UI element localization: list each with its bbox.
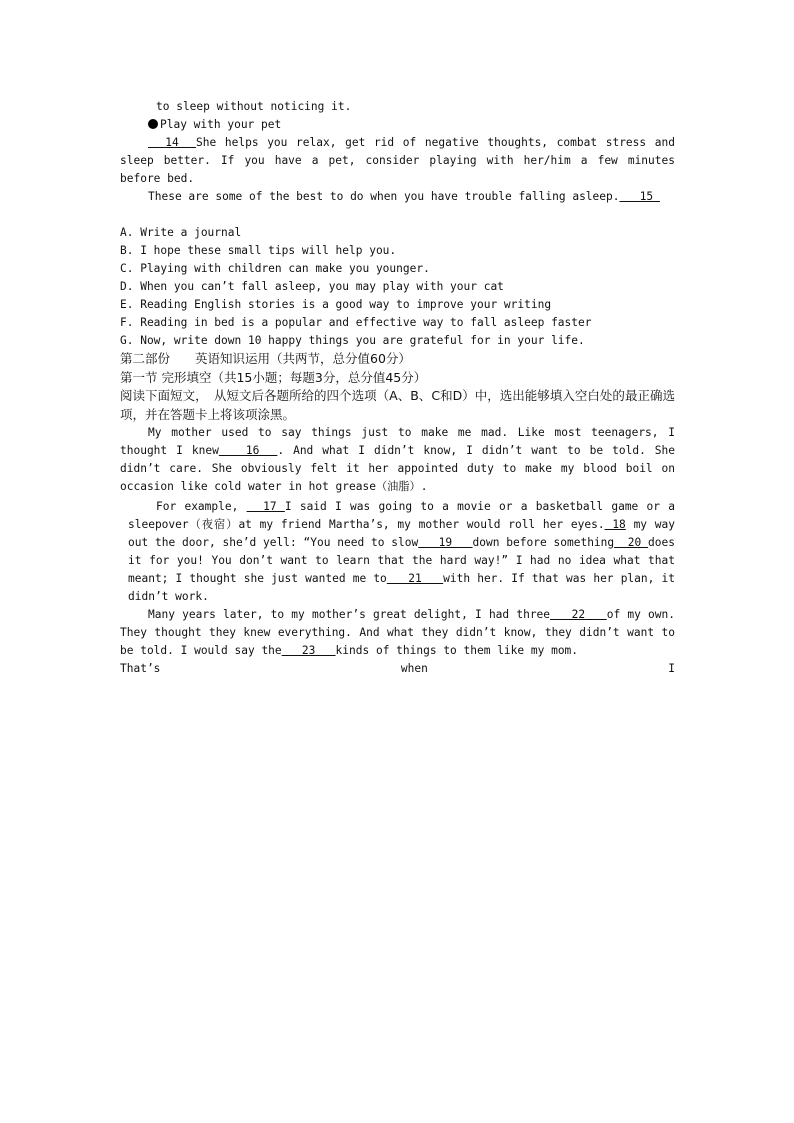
cloze-text: with her. If that was her plan, it didn’t work. bbox=[128, 572, 675, 603]
paragraph-14 bbox=[120, 134, 675, 188]
blank-17: 17 bbox=[246, 500, 285, 513]
cloze-text: does it for you! You don’t want to learn that the hard way!” I had no idea what that meant; I thought she just wanted me to bbox=[128, 536, 675, 585]
bullet-icon bbox=[148, 119, 158, 129]
blank-14: 14 bbox=[148, 136, 197, 149]
blank-22: 22 bbox=[550, 608, 607, 621]
blank-15: 15 bbox=[619, 190, 660, 203]
cloze-word: when bbox=[400, 662, 428, 675]
option-c: C. Playing with children can make you younger. bbox=[120, 262, 430, 275]
subheading-text: Play with your pet bbox=[160, 118, 282, 131]
reading-line-continued: to sleep without noticing it. bbox=[156, 100, 352, 113]
cloze-paragraph-1 bbox=[120, 424, 675, 496]
options-list bbox=[120, 224, 675, 350]
option-e: E. Reading English stories is a good way to improve your writing bbox=[120, 298, 552, 311]
paragraph-14-text: She helps you relax, get rid of negative thoughts, combat stress and sleep better. If you have a pet, consider playing with her/him a few minutes before bed. bbox=[120, 136, 675, 185]
spacer bbox=[120, 206, 675, 224]
cloze-text: I said I was going to a movie or a basketball game or a sleepover（夜宿）at my friend Martha’s, my mother would roll her eyes. bbox=[128, 500, 675, 531]
option-g: G. Now, write down 10 happy things you are grateful for in your life. bbox=[120, 334, 585, 347]
blank-23: 23 bbox=[281, 644, 336, 657]
cloze-text: my way out the door, she’d yell: “You need to slow bbox=[128, 518, 675, 549]
option-d: D. When you can’t fall asleep, you may play with your cat bbox=[120, 280, 504, 293]
blank-18: 18 bbox=[604, 518, 626, 531]
section-instructions: 阅读下面短文， 从短文后各题所给的四个选项（A、B、C和D）中，选出能够填入空白处的最正确选项，并在答题卡上将该项涂黑。 bbox=[120, 388, 675, 422]
cloze-text: of my own. They thought they knew everything. And what they didn’t know, they didn’t want to be told. I would say the bbox=[120, 608, 675, 657]
option-f: F. Reading in bed is a popular and effective way to fall asleep faster bbox=[120, 316, 592, 329]
blank-16: 16 bbox=[218, 444, 278, 457]
blank-21: 21 bbox=[386, 572, 444, 585]
part-title: 第二部份 英语知识运用（共两节，总分值60分） bbox=[120, 351, 411, 366]
option-b: B. I hope these small tips will help you. bbox=[120, 244, 397, 257]
option-a: A. Write a journal bbox=[120, 226, 242, 239]
document-content bbox=[120, 98, 675, 678]
cloze-text: kinds of things to them like my mom. bbox=[335, 644, 579, 657]
paragraph-15-text: These are some of the best to do when you have trouble falling asleep. bbox=[148, 190, 620, 203]
blank-19: 19 bbox=[418, 536, 473, 549]
cloze-paragraph-2 bbox=[120, 498, 675, 606]
paragraph-15 bbox=[120, 188, 675, 206]
cloze-paragraph-3 bbox=[120, 606, 675, 660]
cloze-word: That’s bbox=[120, 662, 161, 675]
blank-20: 20 bbox=[614, 536, 649, 549]
cloze-text: My mother used to say things just to make me mad. Like most teenagers, I thought I knew bbox=[120, 426, 675, 457]
cloze-text: For example, bbox=[156, 500, 239, 513]
reading-subheading bbox=[120, 116, 675, 134]
cloze-last-line bbox=[120, 660, 675, 678]
cloze-text: down before something bbox=[472, 536, 615, 549]
cloze-word: I bbox=[668, 662, 675, 675]
cloze-text: . And what I didn’t know, I didn’t want to be told. She didn’t care. She obviously felt it her appointed duty to make my blood boil on occasion like cold water in hot grease（油脂）. bbox=[120, 444, 676, 493]
section-title: 第一节 完形填空（共15小题；每题3分，总分值45分） bbox=[120, 369, 427, 385]
cloze-text: Many years later, to my mother’s great delight, I had three bbox=[148, 608, 551, 621]
